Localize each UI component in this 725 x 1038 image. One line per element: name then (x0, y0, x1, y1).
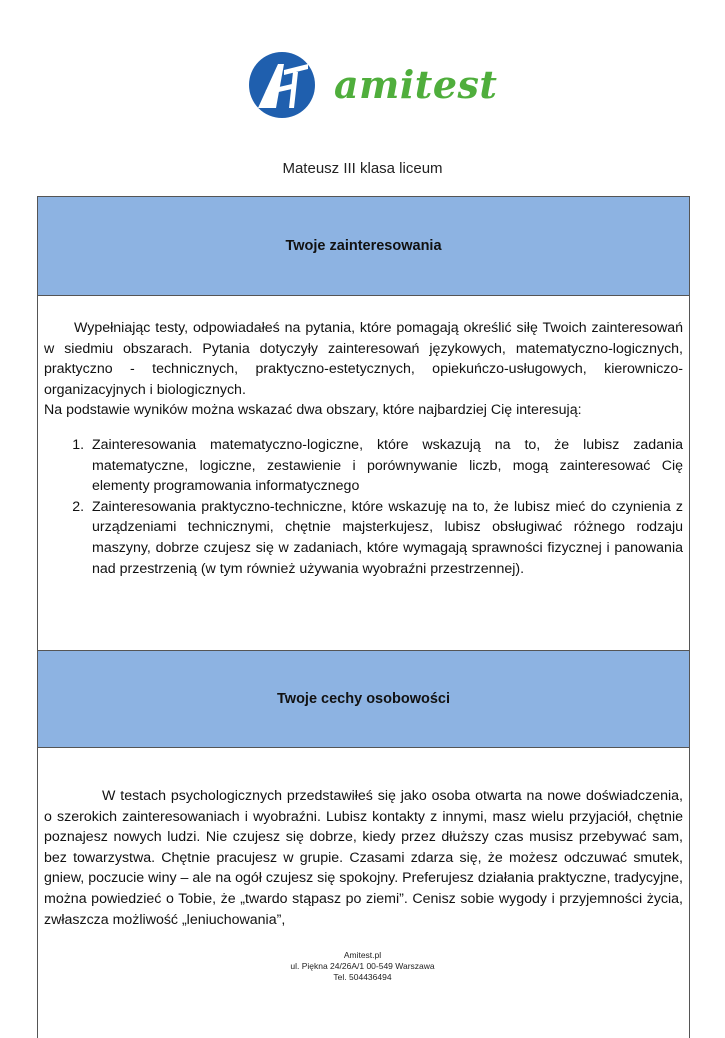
interests-intro: Wypełniając testy, odpowiadałeś na pytania, które pomagają określić siłę Twoich zainteresowań w siedmiu obszarach. Pytania dotyczyły zainteresowań językowych, matematyczno-logicznych, praktyczno - technicznych, praktyczno-estetycznych, opiekuńczo-usługowych, kierowniczo-organizacyjnych i biologicznych. (44, 320, 683, 398)
list-item: 2. Zainteresowania praktyczno-techniczne, które wskazuję na to, że lubisz mieć do czynienia z urządzeniami technicznymi, chętnie majsterkujesz, lubisz obsługiwać różnego rodzaju maszyny, dobrze czujesz się w zadaniach, które wymagają sprawności fizycznej i panowania nad przestrzenią (w tym również używania wyobraźni przestrzennej). (88, 497, 683, 579)
personality-text: W testach psychologicznych przedstawiłeś się jako osoba otwarta na nowe doświadczenia, o szerokich zainteresowaniach i wyobraźni. Lubisz kontakty z innymi, masz wielu przyjaciół, chętnie poznajesz nowych ludzi. Nie czujesz się dobrze, kiedy przez dłuższy czas musisz przebywać sam, bez towarzystwa. Chętnie pracujesz w grupie. Czasami zdarza się, że możesz odczuwać smutek, gniew, poczucie winy – ale na ogół czujesz się spokojny. Preferujesz działania praktyczne, tradycyjne, można powiedzieć o Tobie, że „twardo stąpasz po ziemi”. Cenisz sobie wygody i przyjemności życia, zwłaszcza możliwość „leniuchowania”, (44, 788, 683, 928)
logo-wordmark: amitest (334, 62, 498, 107)
list-item: 1. Zainteresowania matematyczno-logiczne, które wskazują na to, że lubisz zadania matematyczne, logiczne, zestawienie i porównywanie liczb, mogą zainteresować Cię elementy programowania informatycznego (88, 435, 683, 497)
interests-lead: Na podstawie wyników można wskazać dwa obszary, które najbardziej Cię interesują: (44, 402, 582, 419)
section-title: Twoje cechy osobowości (277, 691, 450, 707)
section-header-personality (37, 651, 690, 748)
amitest-logo (248, 50, 498, 120)
section-header-interests (37, 196, 690, 296)
logo-mark-icon (248, 50, 318, 120)
page-subtitle: Mateusz III klasa liceum (282, 160, 443, 177)
section-body-interests (37, 296, 690, 651)
section-title: Twoje zainteresowania (285, 238, 442, 254)
interests-list (44, 435, 683, 579)
page-footer (0, 950, 725, 983)
footer-address: ul. Piękna 24/26A/1 00-549 Warszawa (290, 961, 435, 971)
footer-site: Amitest.pl (343, 950, 382, 960)
section-body-personality (37, 748, 690, 1038)
footer-phone: Tel. 504436494 (333, 972, 392, 982)
